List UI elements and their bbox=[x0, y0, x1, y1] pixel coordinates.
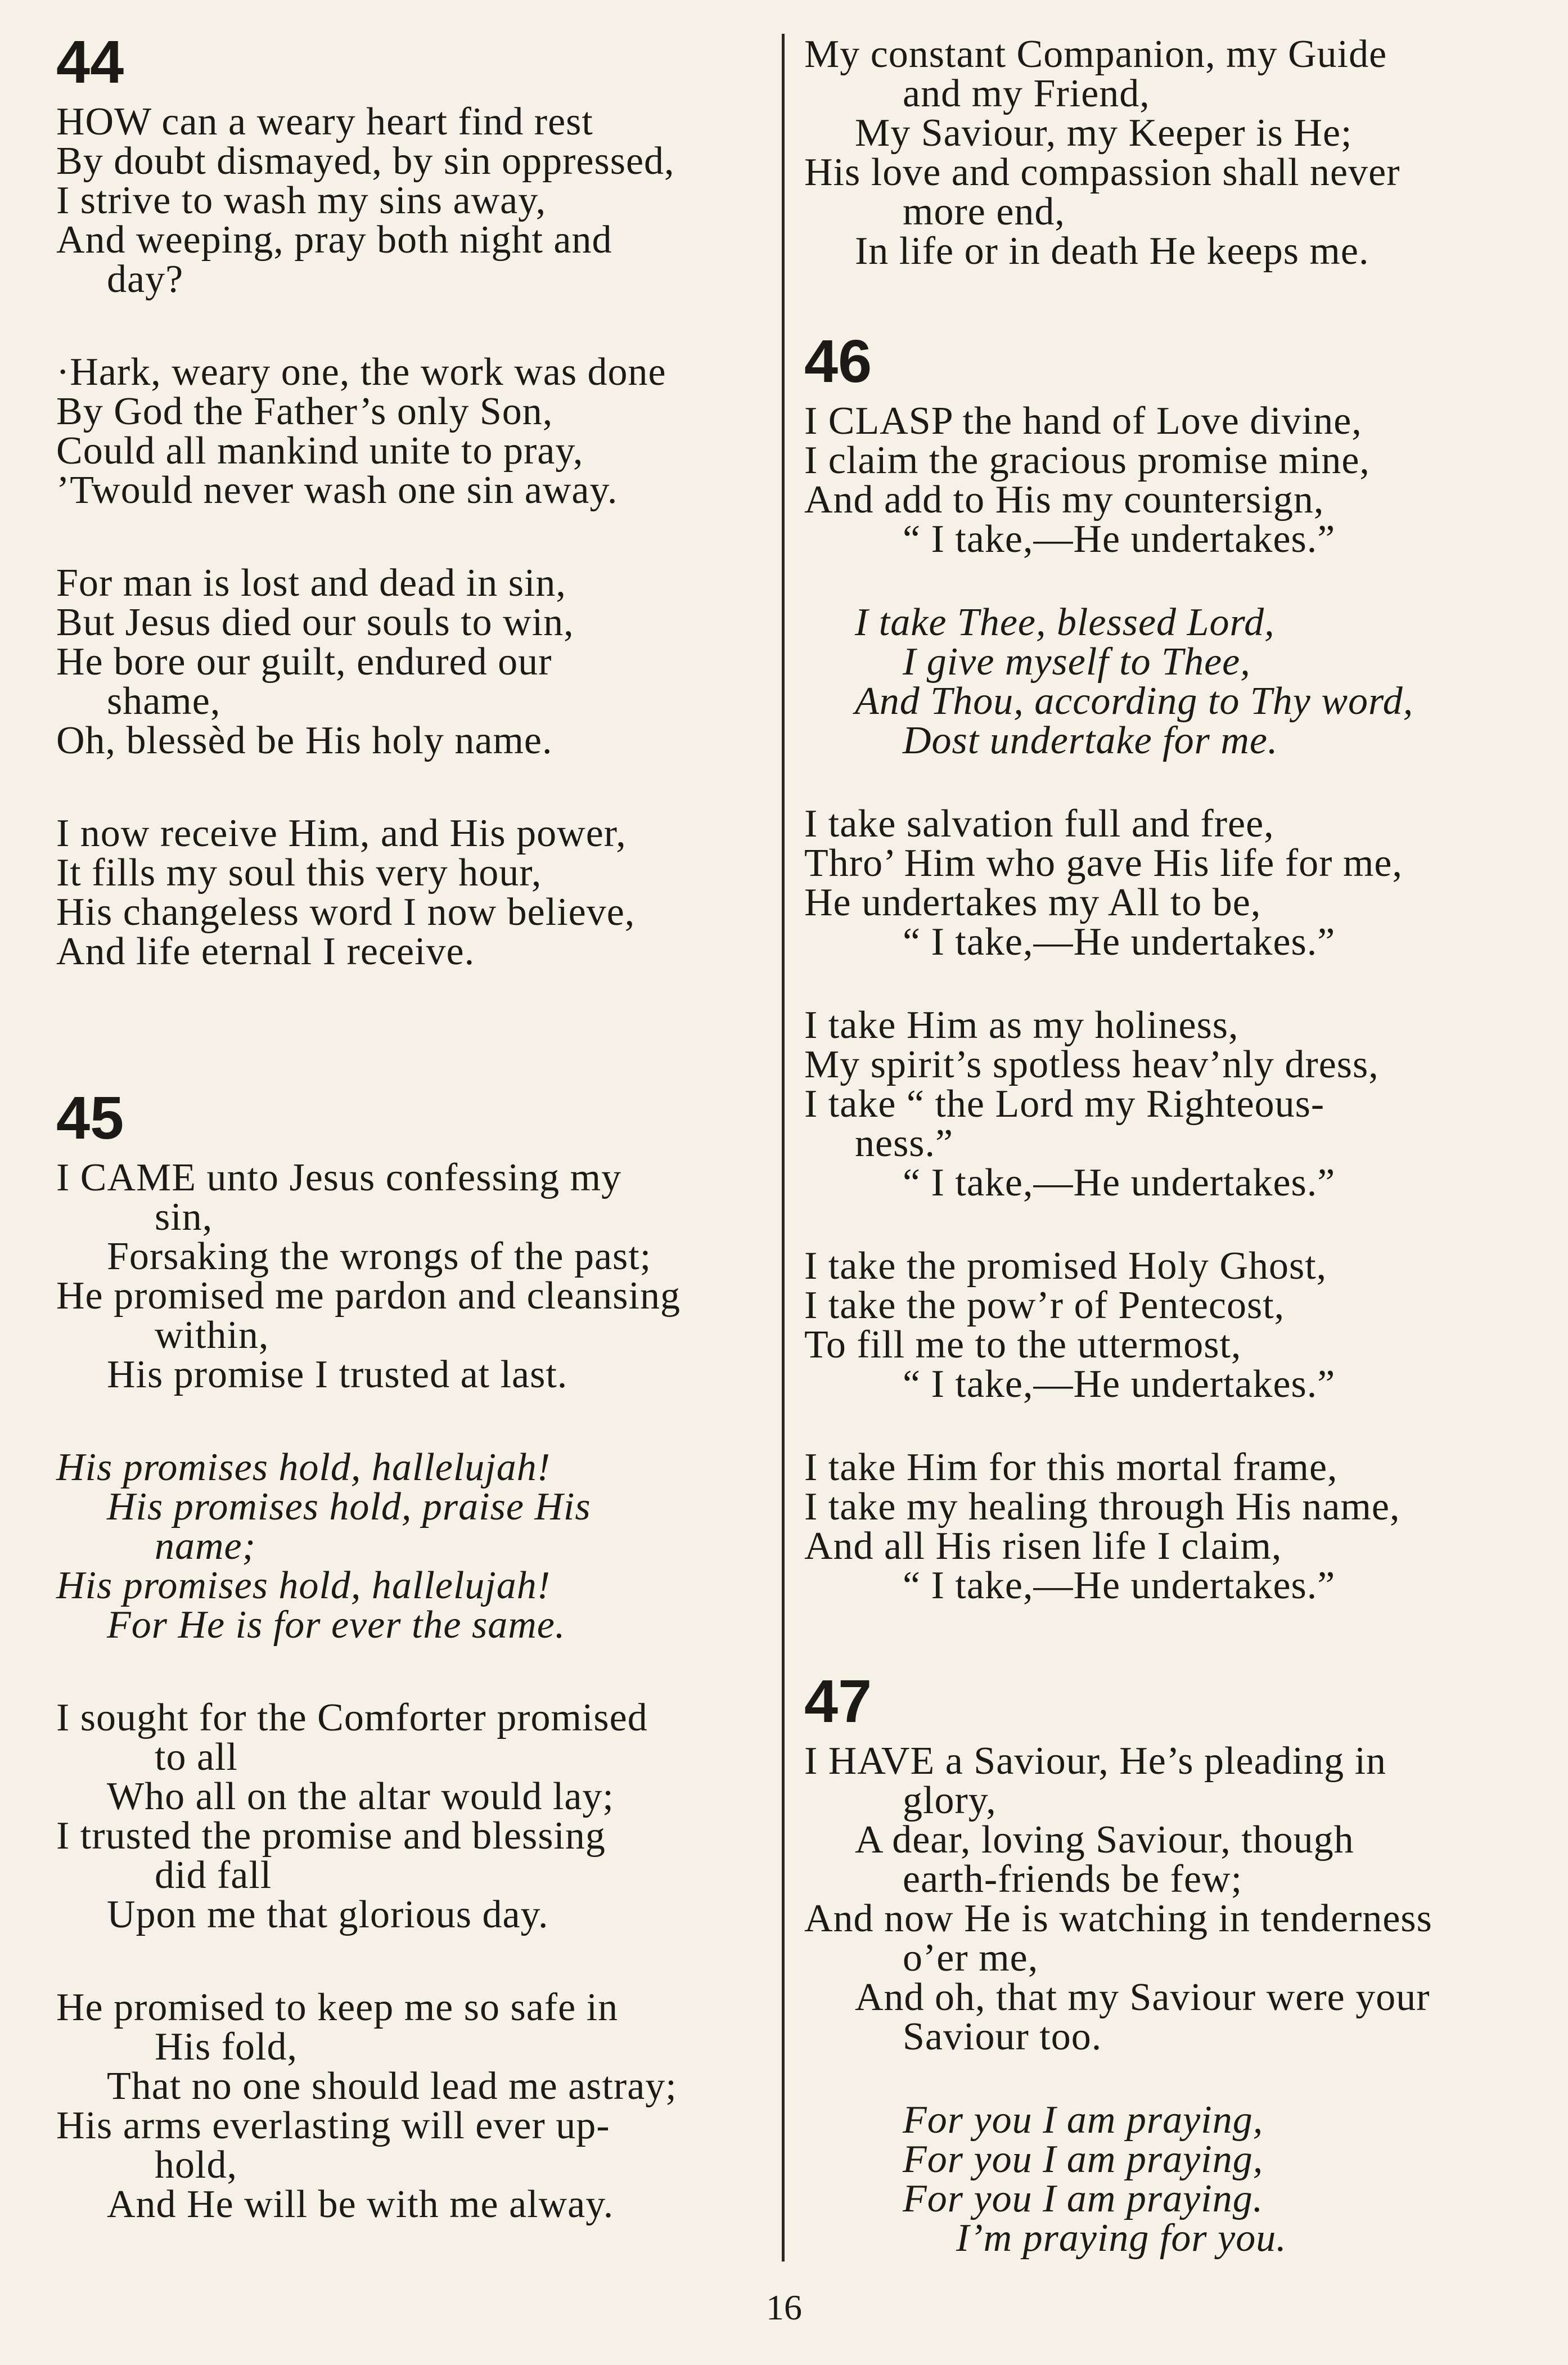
verse-line: I take Him for this mortal frame, bbox=[804, 1446, 1338, 1489]
verse-line: He undertakes my All to be, bbox=[804, 881, 1261, 924]
verse-line: HOW can a weary heart find rest bbox=[56, 100, 593, 143]
verse-line: Could all mankind unite to pray, bbox=[56, 429, 584, 473]
hymn-44-verse-3 bbox=[56, 561, 776, 762]
verse-line: I sought for the Comforter promised bbox=[56, 1696, 648, 1739]
verse-line: and my Friend, bbox=[903, 72, 1150, 115]
verse-line: And now He is watching in tenderness bbox=[804, 1897, 1432, 1940]
verse-line: I CAME unto Jesus confessing my bbox=[56, 1156, 622, 1199]
hymn-44-verse-4 bbox=[56, 814, 776, 972]
hymn-45-verse-3 bbox=[56, 1988, 776, 2224]
verse-line: Forsaking the wrongs of the past; bbox=[107, 1235, 652, 1278]
verse-line: My constant Companion, my Guide bbox=[804, 33, 1387, 76]
verse-line: ·Hark, weary one, the work was done bbox=[56, 350, 666, 394]
hymn-44-verse-2 bbox=[56, 350, 776, 512]
chorus-line: I’m praying for you. bbox=[956, 2216, 1287, 2260]
hymn-46-number: 46 bbox=[804, 327, 872, 395]
verse-line: to all bbox=[155, 1735, 238, 1779]
verse-line: By doubt dismayed, by sin oppressed, bbox=[56, 140, 675, 183]
verse-line: And life eternal I receive. bbox=[56, 930, 475, 973]
chorus-line: For you I am praying. bbox=[903, 2177, 1264, 2220]
hymn-46-chorus bbox=[804, 603, 1519, 761]
hymn-46-verse-5 bbox=[804, 1448, 1519, 1606]
hymn-44-number: 44 bbox=[56, 28, 124, 96]
verse-line: day? bbox=[107, 258, 184, 301]
verse-line: shame, bbox=[107, 680, 221, 723]
hymn-46-verse-3 bbox=[804, 1006, 1519, 1203]
verse-line: “ I take,—He undertakes.” bbox=[903, 1161, 1336, 1204]
verse-line: I strive to wash my sins away, bbox=[56, 179, 547, 222]
hymn-46-verse-1 bbox=[804, 399, 1519, 561]
verse-line: hold, bbox=[155, 2143, 237, 2187]
hymn-45-verse-1 bbox=[56, 1158, 776, 1395]
chorus-line: His promises hold, hallelujah! bbox=[56, 1446, 551, 1489]
left-column bbox=[56, 23, 776, 2268]
verse-line: His fold, bbox=[155, 2025, 298, 2069]
verse-line: I take salvation full and free, bbox=[804, 802, 1274, 846]
hymn-47-verse-1 bbox=[804, 1739, 1519, 2058]
chorus-line: Dost undertake for me. bbox=[903, 719, 1278, 762]
chorus-line: His promises hold, hallelujah! bbox=[56, 1564, 551, 1607]
hymn-47-number: 47 bbox=[804, 1667, 872, 1735]
verse-line: I take “ the Lord my Righteous- bbox=[804, 1082, 1325, 1126]
verse-line: Who all on the altar would lay; bbox=[107, 1775, 614, 1818]
verse-line: I take Him as my holiness, bbox=[804, 1004, 1239, 1047]
hymn-45-number: 45 bbox=[56, 1083, 124, 1152]
verse-line: He bore our guilt, endured our bbox=[56, 640, 552, 684]
verse-line: And oh, that my Saviour were your bbox=[855, 1976, 1430, 2019]
verse-line: And all His risen life I claim, bbox=[804, 1525, 1282, 1568]
verse-line: But Jesus died our souls to win, bbox=[56, 601, 574, 644]
verse-line: A dear, loving Saviour, though bbox=[855, 1818, 1354, 1862]
verse-line: My spirit’s spotless heav’nly dress, bbox=[804, 1043, 1379, 1086]
verse-line: I trusted the promise and blessing bbox=[56, 1814, 606, 1858]
verse-line: “ I take,—He undertakes.” bbox=[903, 1564, 1336, 1607]
hymn-45-verse-4 bbox=[804, 35, 1519, 271]
verse-line: He promised to keep me so safe in bbox=[56, 1986, 619, 2029]
verse-line: My Saviour, my Keeper is He; bbox=[855, 111, 1353, 155]
verse-line: I claim the gracious promise mine, bbox=[804, 439, 1370, 482]
chorus-line: For He is for ever the same. bbox=[107, 1603, 566, 1647]
verse-line: glory, bbox=[903, 1779, 997, 1822]
verse-line: For man is lost and dead in sin, bbox=[56, 561, 566, 605]
hymn-47-chorus bbox=[804, 2098, 1519, 2260]
verse-line: more end, bbox=[903, 190, 1065, 233]
chorus-line: I take Thee, blessed Lord, bbox=[855, 601, 1275, 644]
verse-line: And weeping, pray both night and bbox=[56, 218, 612, 262]
verse-line: His love and compassion shall never bbox=[804, 151, 1400, 194]
verse-line: I take my healing through His name, bbox=[804, 1485, 1400, 1528]
verse-line: I take the promised Holy Ghost, bbox=[804, 1244, 1327, 1288]
verse-line: “ I take,—He undertakes.” bbox=[903, 920, 1336, 964]
verse-line: I CLASP the hand of Love divine, bbox=[804, 399, 1362, 443]
verse-line: ness.” bbox=[855, 1122, 954, 1165]
verse-line: By God the Father’s only Son, bbox=[56, 390, 553, 433]
hymn-46-verse-4 bbox=[804, 1244, 1519, 1406]
hymn-45-chorus bbox=[56, 1448, 776, 1645]
hymn-44-verse-1 bbox=[56, 102, 776, 299]
right-column bbox=[804, 23, 1519, 2302]
verse-line: His promise I trusted at last. bbox=[107, 1353, 568, 1396]
verse-line: Upon me that glorious day. bbox=[107, 1893, 549, 1936]
verse-line: It fills my soul this very hour, bbox=[56, 851, 542, 894]
verse-line: did fall bbox=[155, 1854, 272, 1897]
verse-line: I now receive Him, and His power, bbox=[56, 812, 627, 855]
hymn-45-verse-2 bbox=[56, 1698, 776, 1935]
chorus-line: His promises hold, praise His bbox=[107, 1485, 591, 1528]
verse-line: I take the pow’r of Pentecost, bbox=[804, 1284, 1285, 1327]
verse-line: earth-friends be few; bbox=[903, 1858, 1243, 1901]
verse-line: “ I take,—He undertakes.” bbox=[903, 518, 1336, 561]
verse-line: Oh, blessèd be His holy name. bbox=[56, 719, 553, 762]
verse-line: o’er me, bbox=[903, 1936, 1039, 1980]
verse-line: That no one should lead me astray; bbox=[107, 2065, 677, 2108]
chorus-line: For you I am praying, bbox=[903, 2098, 1264, 2142]
verse-line: His arms everlasting will ever up- bbox=[56, 2104, 610, 2147]
verse-line: And add to His my countersign, bbox=[804, 478, 1324, 521]
verse-line: ’Twould never wash one sin away. bbox=[56, 469, 618, 512]
verse-line: To fill me to the uttermost, bbox=[804, 1323, 1242, 1366]
chorus-line: name; bbox=[155, 1525, 256, 1568]
page-number: 16 bbox=[766, 2287, 802, 2327]
verse-line: Saviour too. bbox=[903, 2015, 1102, 2058]
verse-line: And He will be with me alway. bbox=[107, 2183, 614, 2226]
column-divider bbox=[782, 34, 785, 2261]
verse-line: He promised me pardon and cleansing bbox=[56, 1274, 681, 1318]
verse-line: “ I take,—He undertakes.” bbox=[903, 1363, 1336, 1406]
hymn-46-verse-2 bbox=[804, 804, 1519, 962]
verse-line: I HAVE a Saviour, He’s pleading in bbox=[804, 1739, 1387, 1783]
verse-line: In life or in death He keeps me. bbox=[855, 230, 1369, 273]
chorus-line: I give myself to Thee, bbox=[903, 640, 1251, 684]
chorus-line: For you I am praying, bbox=[903, 2138, 1264, 2181]
verse-line: within, bbox=[155, 1314, 269, 1357]
verse-line: His changeless word I now believe, bbox=[56, 891, 636, 934]
chorus-line: And Thou, according to Thy word, bbox=[855, 680, 1414, 723]
verse-line: Thro’ Him who gave His life for me, bbox=[804, 842, 1403, 885]
verse-line: sin, bbox=[155, 1195, 213, 1239]
